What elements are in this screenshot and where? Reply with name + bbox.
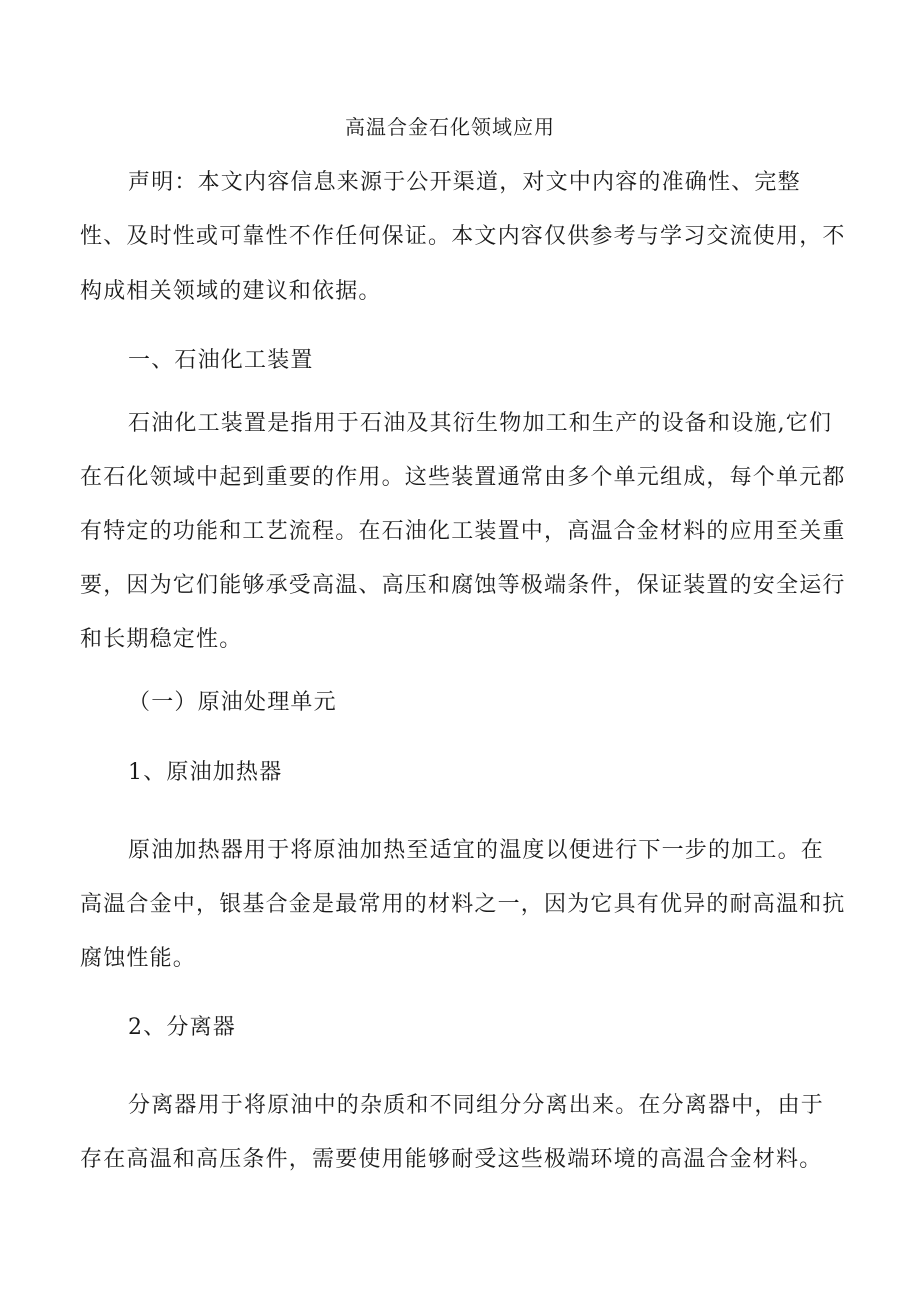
disclaimer-line-2: 性、及时性或可靠性不作任何保证。本文内容仅供参考与学习交流使用，不 <box>80 224 846 249</box>
item-1-para-line-1: 原油加热器用于将原油加热至适宜的温度以便进行下一步的加工。在 <box>128 838 825 863</box>
section-para-line-1: 石油化工装置是指用于石油及其衍生物加工和生产的设备和设施,它们 <box>128 411 833 436</box>
section-para-line-3: 有特定的功能和工艺流程。在石油化工装置中，高温合金材料的应用至关重 <box>80 519 846 544</box>
item-1-heading: 1、原油加热器 <box>128 760 283 785</box>
item-2-para-line-2: 存在高温和高压条件，需要使用能够耐受这些极端环境的高温合金材料。 <box>80 1147 823 1172</box>
item-1-para-line-3: 腐蚀性能。 <box>80 946 197 971</box>
section-para-line-2: 在石化领域中起到重要的作用。这些装置通常由多个单元组成，每个单元都 <box>80 465 846 490</box>
item-1-para-line-2: 高温合金中，银基合金是最常用的材料之一，因为它具有优异的耐高温和抗 <box>80 892 846 917</box>
disclaimer-line-1: 声明：本文内容信息来源于公开渠道，对文中内容的准确性、完整 <box>128 170 801 195</box>
section-para-line-5: 和长期稳定性。 <box>80 627 243 652</box>
section-heading: 一、石油化工装置 <box>128 348 314 373</box>
item-2-heading: 2、分离器 <box>128 1015 236 1040</box>
disclaimer-line-3: 构成相关领域的建议和依据。 <box>80 279 382 304</box>
item-2-para-line-1: 分离器用于将原油中的杂质和不同组分分离出来。在分离器中，由于 <box>128 1093 825 1118</box>
document-title: 高温合金石化领域应用 <box>345 115 555 139</box>
section-para-line-4: 要，因为它们能够承受高温、高压和腐蚀等极端条件，保证装置的安全运行 <box>80 573 846 598</box>
subsection-heading: （一）原油处理单元 <box>128 690 337 715</box>
